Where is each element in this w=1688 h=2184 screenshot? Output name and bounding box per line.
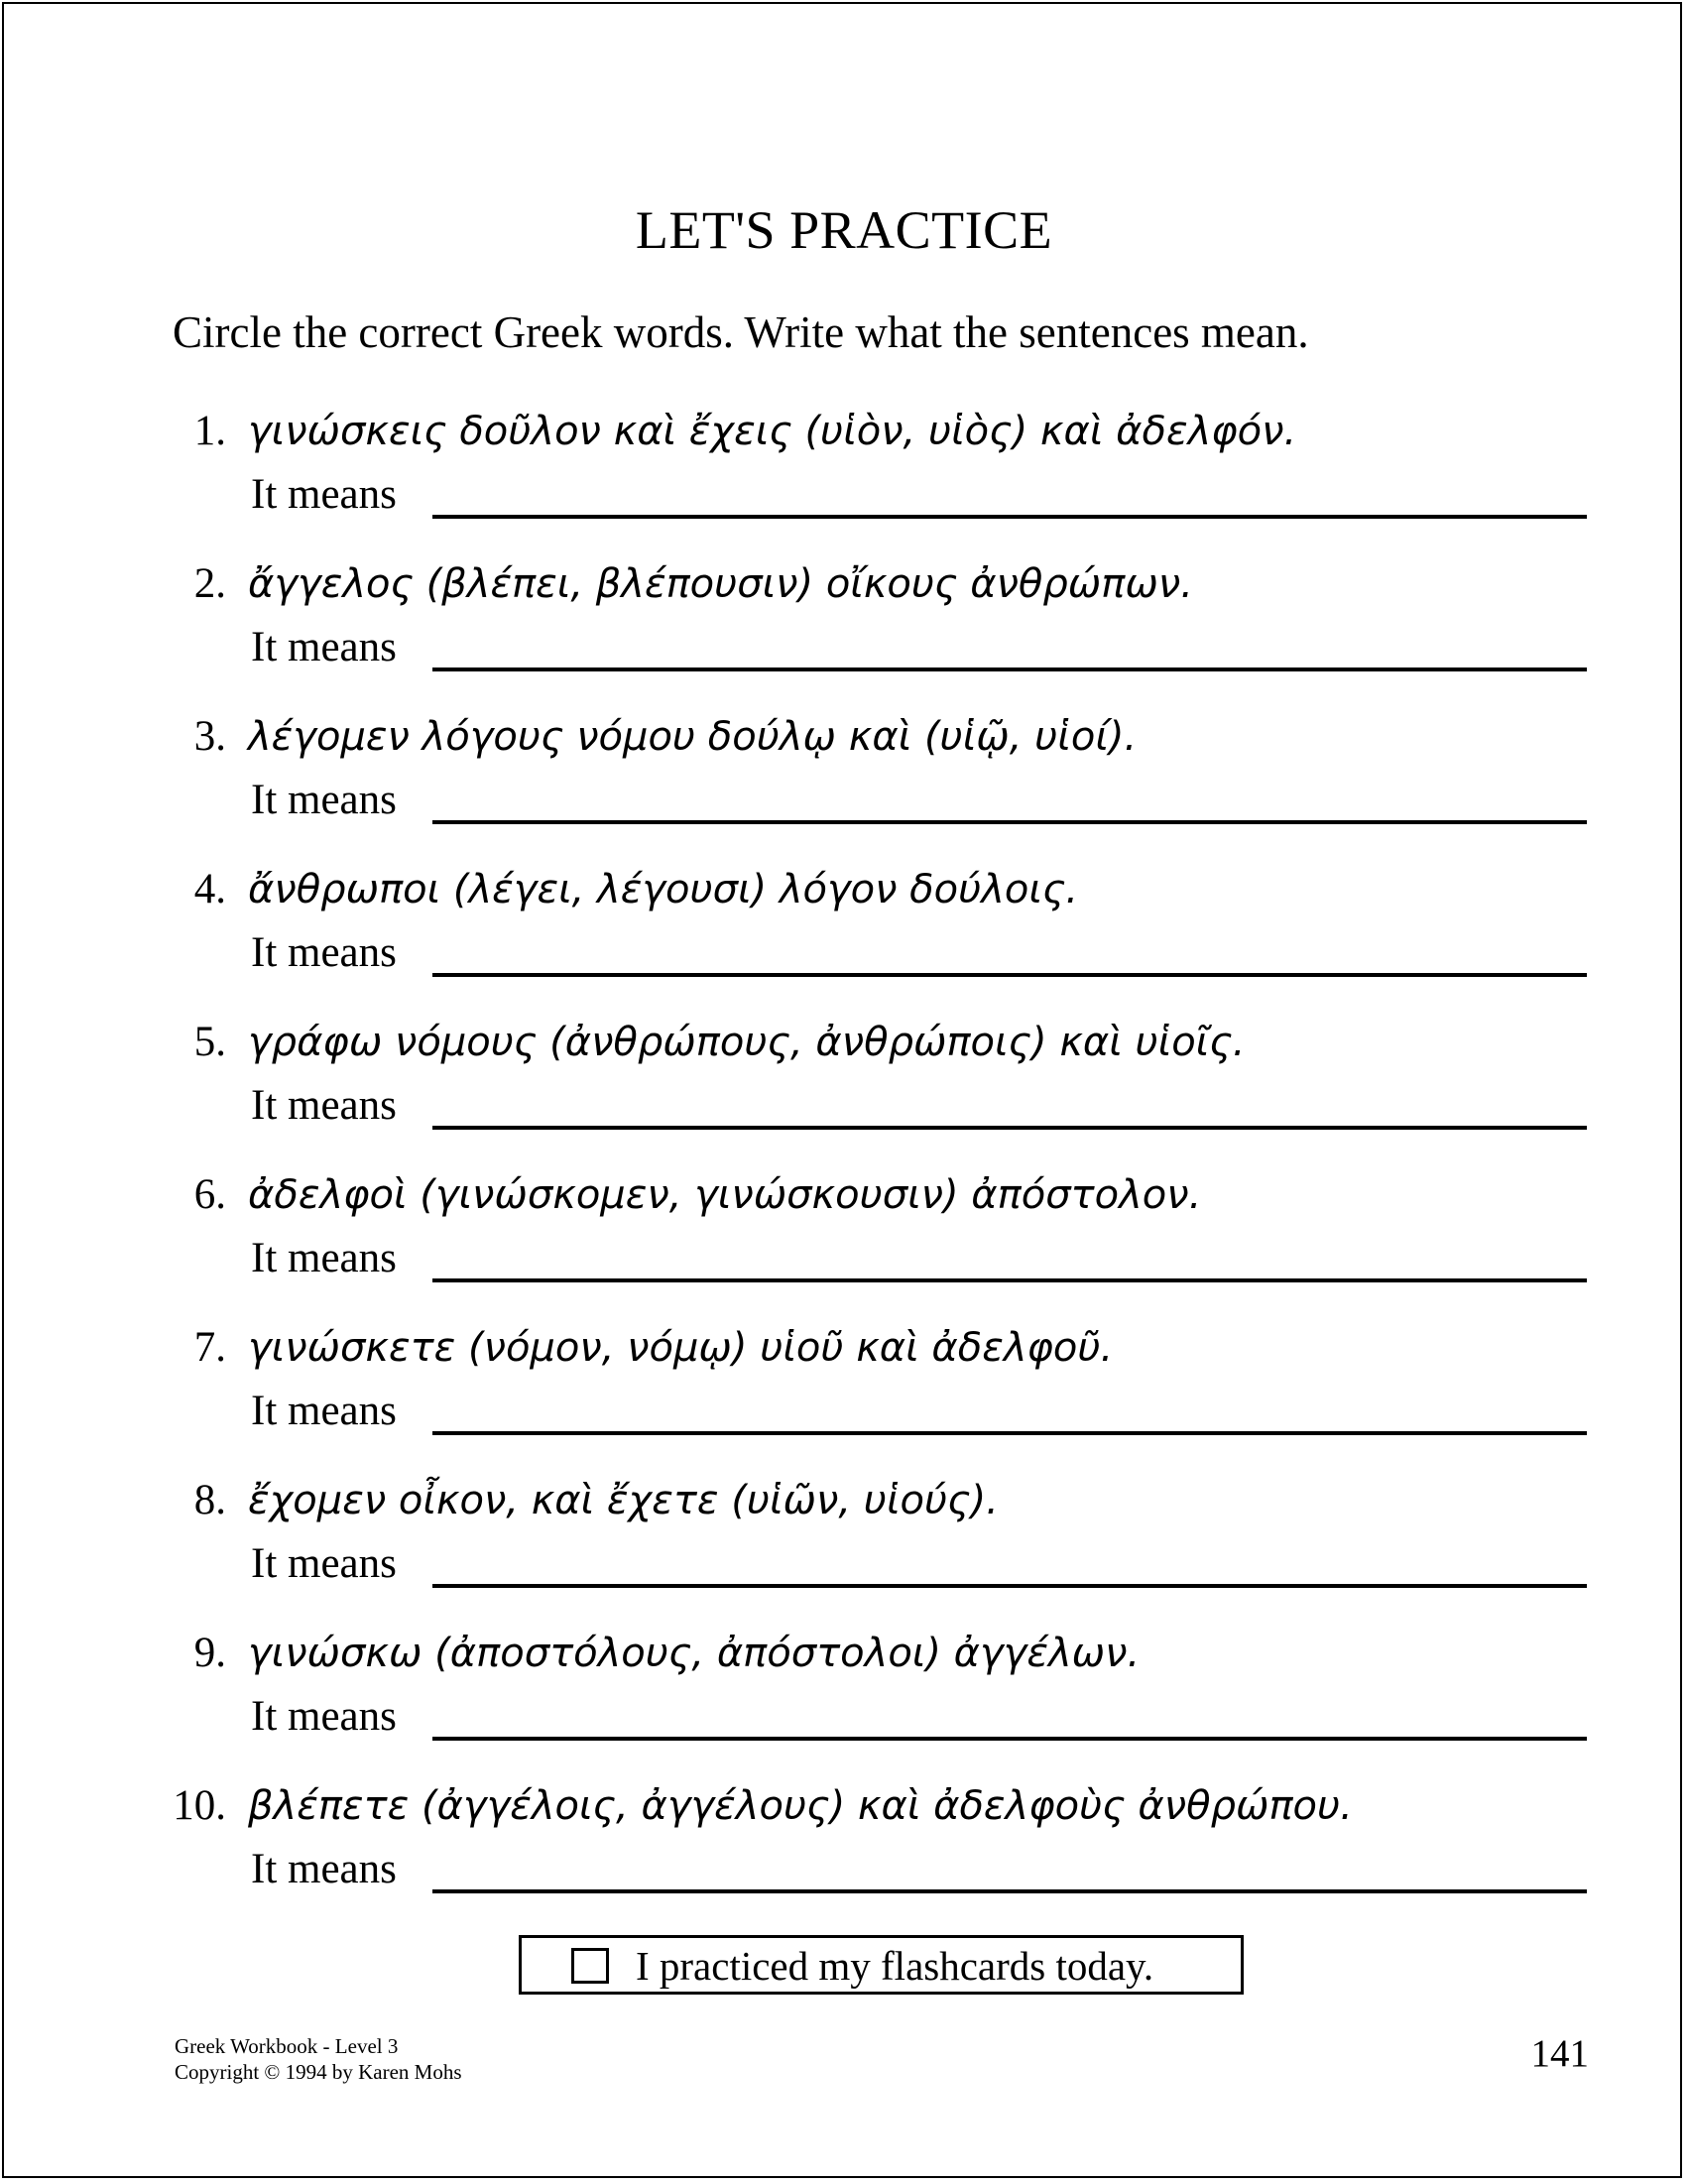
exercise-number: 9. bbox=[193, 1630, 226, 1676]
exercise-item bbox=[0, 1013, 1688, 1165]
exercise-greek-sentence[interactable]: ἄγγελος (βλέπει, βλέπουσιν) οἴκους ἀνθρώπων. bbox=[248, 561, 1193, 607]
it-means-label: It means bbox=[251, 471, 397, 518]
exercise-item bbox=[0, 1318, 1688, 1471]
it-means-label: It means bbox=[251, 1235, 397, 1281]
exercise-greek-sentence[interactable]: γινώσκω (ἀποστόλους, ἀπόστολοι) ἀγγέλων. bbox=[248, 1631, 1141, 1676]
exercise-number: 6. bbox=[193, 1171, 226, 1218]
exercise-number: 8. bbox=[193, 1477, 226, 1523]
answer-line[interactable] bbox=[432, 820, 1587, 824]
exercise-greek-sentence[interactable]: γινώσκετε (νόμον, νόμῳ) υἱοῦ καὶ ἀδελφοῦ. bbox=[248, 1325, 1114, 1371]
it-means-label: It means bbox=[251, 1693, 397, 1740]
exercise-item bbox=[0, 1471, 1688, 1624]
page-number: 141 bbox=[1530, 2032, 1589, 2075]
exercise-number: 7. bbox=[193, 1324, 226, 1371]
exercise-greek-sentence[interactable]: ἀδελφοὶ (γινώσκομεν, γινώσκουσιν) ἀπόστολον. bbox=[248, 1172, 1202, 1218]
exercise-greek-sentence[interactable]: λέγομεν λόγους νόμου δούλῳ καὶ (υἱῷ, υἱοί). bbox=[248, 714, 1138, 760]
it-means-label: It means bbox=[251, 1082, 397, 1129]
exercise-item bbox=[0, 1624, 1688, 1776]
answer-line[interactable] bbox=[432, 973, 1587, 977]
it-means-label: It means bbox=[251, 777, 397, 823]
footer-workbook-title: Greek Workbook - Level 3 bbox=[175, 2034, 399, 2058]
flashcard-checkbox[interactable] bbox=[571, 1948, 609, 1984]
answer-line[interactable] bbox=[432, 1278, 1587, 1282]
exercise-number: 5. bbox=[193, 1019, 226, 1065]
exercise-number: 2. bbox=[193, 560, 226, 607]
answer-line[interactable] bbox=[432, 1431, 1587, 1435]
flashcard-practice-box bbox=[519, 1935, 1244, 1995]
exercise-number: 10. bbox=[173, 1782, 226, 1829]
exercise-item bbox=[0, 554, 1688, 707]
exercise-item bbox=[0, 402, 1688, 554]
exercise-greek-sentence[interactable]: βλέπετε (ἀγγέλοις, ἀγγέλους) καὶ ἀδελφοὺς ἀνθρώπου. bbox=[248, 1783, 1353, 1829]
exercise-number: 4. bbox=[193, 866, 226, 912]
instructions: Circle the correct Greek words. Write what the sentences mean. bbox=[173, 307, 1309, 357]
exercise-greek-sentence[interactable]: ἄνθρωποι (λέγει, λέγουσι) λόγον δούλοις. bbox=[248, 867, 1079, 912]
footer-credits bbox=[175, 2033, 462, 2085]
answer-line[interactable] bbox=[432, 667, 1587, 671]
flashcard-label: I practiced my flashcards today. bbox=[636, 1943, 1154, 1989]
it-means-label: It means bbox=[251, 624, 397, 670]
exercise-item bbox=[0, 1776, 1688, 1929]
it-means-label: It means bbox=[251, 929, 397, 976]
exercise-greek-sentence[interactable]: ἔχομεν οἶκον, καὶ ἔχετε (υἱῶν, υἱούς). bbox=[248, 1478, 999, 1523]
exercise-item bbox=[0, 707, 1688, 860]
answer-line[interactable] bbox=[432, 1126, 1587, 1130]
it-means-label: It means bbox=[251, 1846, 397, 1892]
page-title: LET'S PRACTICE bbox=[635, 200, 1053, 260]
exercise-item bbox=[0, 1165, 1688, 1318]
exercise-greek-sentence[interactable]: γινώσκεις δοῦλον καὶ ἔχεις (υἱὸν, υἱὸς) καὶ ἀδελφόν. bbox=[248, 409, 1297, 454]
exercise-greek-sentence[interactable]: γράφω νόμους (ἀνθρώπους, ἀνθρώποις) καὶ υἱοῖς. bbox=[248, 1020, 1246, 1065]
answer-line[interactable] bbox=[432, 515, 1587, 519]
answer-line[interactable] bbox=[432, 1737, 1587, 1741]
exercise-number: 1. bbox=[193, 408, 226, 454]
answer-line[interactable] bbox=[432, 1584, 1587, 1588]
it-means-label: It means bbox=[251, 1540, 397, 1587]
exercise-number: 3. bbox=[193, 713, 226, 760]
exercise-item bbox=[0, 860, 1688, 1013]
answer-line[interactable] bbox=[432, 1889, 1587, 1893]
footer-copyright: Copyright © 1994 by Karen Mohs bbox=[175, 2060, 462, 2084]
it-means-label: It means bbox=[251, 1388, 397, 1434]
